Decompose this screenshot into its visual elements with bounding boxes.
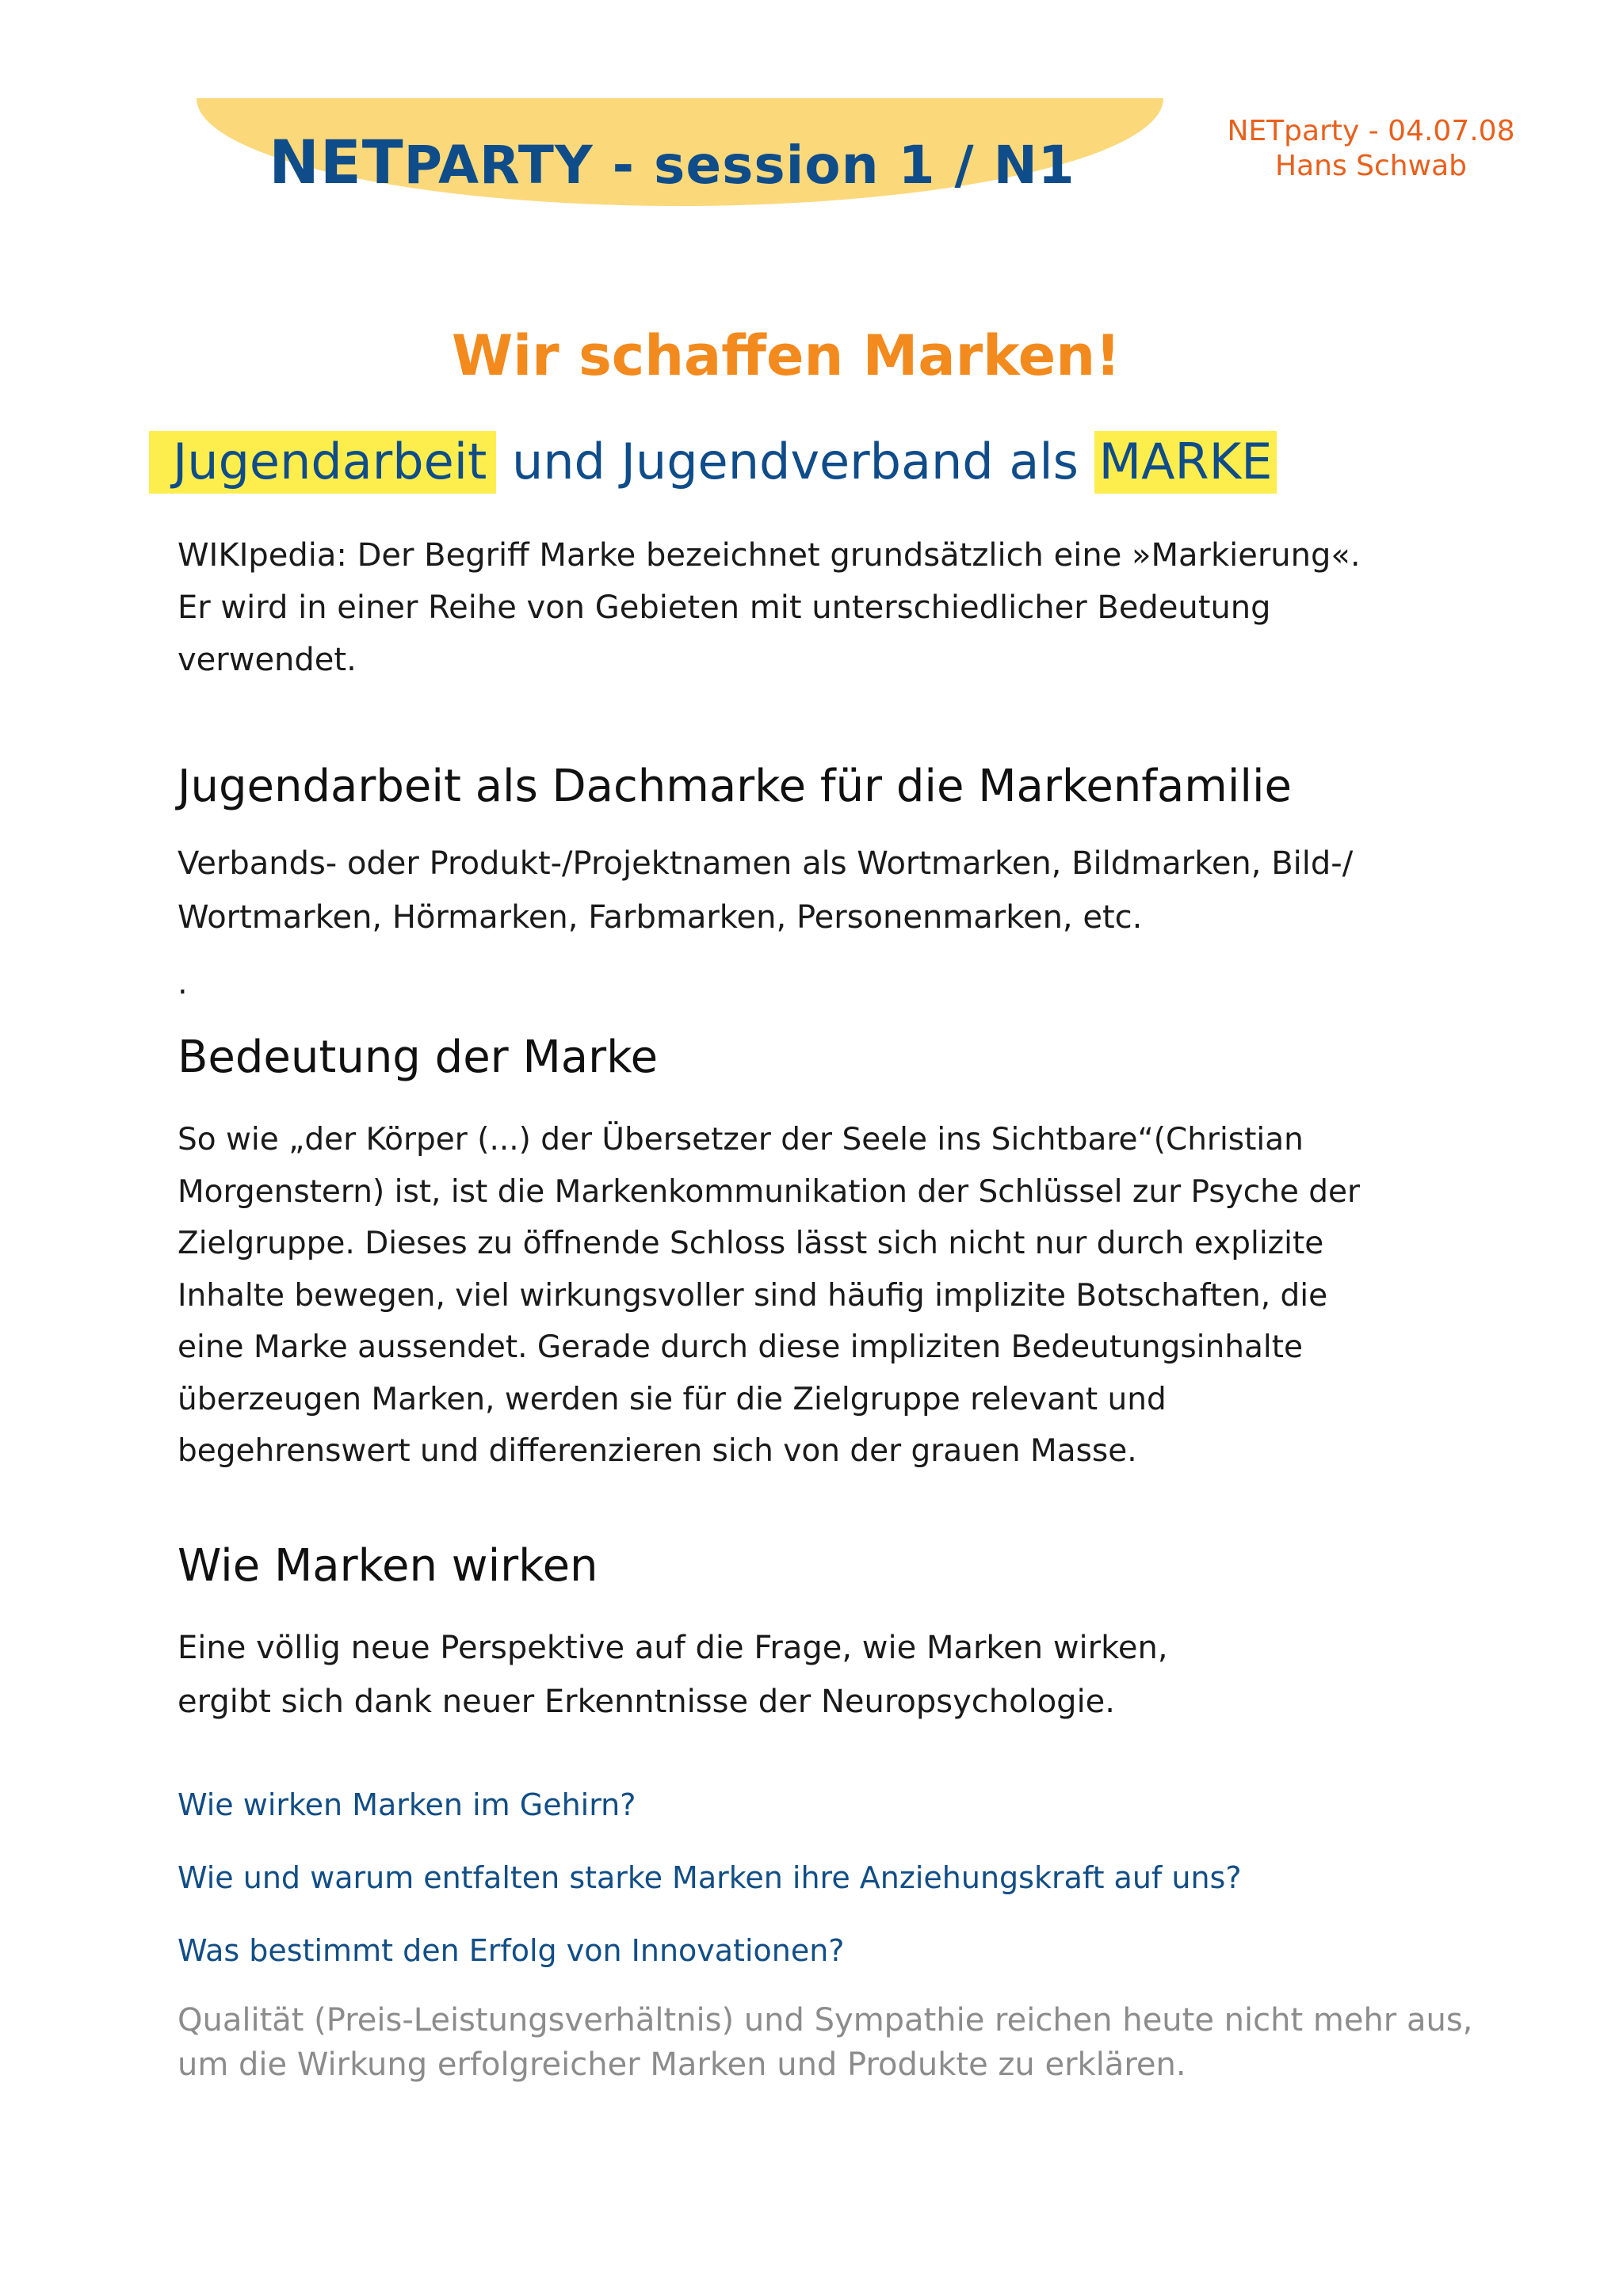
subhead-middle: und Jugendverband als xyxy=(496,433,1094,490)
closing-line: um die Wirkung erfolgreicher Marken und Produkte zu erklären. xyxy=(178,2046,1186,2083)
question-item: Was bestimmt den Erfolg von Innovationen? xyxy=(178,1933,845,1968)
paragraph-line: überzeugen Marken, werden sie für die Zielgruppe relevant und xyxy=(178,1381,1167,1417)
document-meta xyxy=(1205,114,1537,184)
meta-author: Hans Schwab xyxy=(1275,150,1467,182)
paragraph-line: Morgenstern) ist, ist die Markenkommunikation der Schlüssel zur Psyche der xyxy=(178,1173,1361,1210)
page-title xyxy=(197,127,1148,197)
question-item: Wie und warum entfalten starke Marken ihre Anziehungskraft auf uns? xyxy=(178,1860,1242,1895)
section-dachmarke-text xyxy=(178,837,1445,944)
section-heading-wirken: Wie Marken wirken xyxy=(178,1540,598,1592)
headline: Wir schaffen Marken! xyxy=(451,323,1121,388)
paragraph-line: Wortmarken, Hörmarken, Farbmarken, Personenmarken, etc. xyxy=(178,899,1143,936)
closing-line: Qualität (Preis-Leistungsverhältnis) und Sympathie reichen heute nicht mehr aus, xyxy=(178,2002,1473,2039)
section-heading-dachmarke: Jugendarbeit als Dachmarke für die Markenfamilie xyxy=(178,761,1292,812)
paragraph-line: eine Marke aussendet. Gerade durch diese impliziten Bedeutungsinhalte xyxy=(178,1329,1303,1365)
paragraph-line: ergibt sich dank neuer Erkenntnisse der Neuropsychologie. xyxy=(178,1684,1116,1720)
intro-line: WIKIpedia: Der Begriff Marke bezeichnet grundsätzlich eine »Markierung«. xyxy=(178,537,1361,574)
subhead-highlight-1: Jugendarbeit xyxy=(149,431,496,494)
section-heading-bedeutung: Bedeutung der Marke xyxy=(178,1032,659,1083)
page-title-rest: PARTY - session 1 / N1 xyxy=(403,135,1075,196)
paragraph-line: Inhalte bewegen, viel wirkungsvoller sind häufig implizite Botschaften, die xyxy=(178,1277,1328,1314)
paragraph-line: begehrenswert und differenzieren sich von der grauen Masse. xyxy=(178,1433,1137,1469)
subheadline xyxy=(149,433,1277,490)
subhead-highlight-2: MARKE xyxy=(1094,431,1277,494)
paragraph-line: Zielgruppe. Dieses zu öffnende Schloss lässt sich nicht nur durch explizite xyxy=(178,1226,1324,1261)
intro-line: verwendet. xyxy=(178,642,357,678)
section-wirken-text xyxy=(178,1621,1445,1729)
separator-dot: . xyxy=(178,965,188,1001)
intro-line: Er wird in einer Reihe von Gebieten mit unterschiedlicher Bedeutung xyxy=(178,589,1271,626)
page-title-net: NET xyxy=(269,127,404,197)
section-bedeutung-text xyxy=(178,1114,1445,1478)
question-item: Wie wirken Marken im Gehirn? xyxy=(178,1787,636,1822)
intro-paragraph xyxy=(178,529,1445,686)
meta-date: NETparty - 04.07.08 xyxy=(1227,115,1515,147)
paragraph-line: So wie „der Körper (...) der Übersetzer der Seele ins Sichtbare“(Christian xyxy=(178,1122,1304,1158)
paragraph-line: Verbands- oder Produkt-/Projektnamen als Wortmarken, Bildmarken, Bild-/ xyxy=(178,845,1354,882)
closing-paragraph xyxy=(178,1998,1525,2087)
paragraph-line: Eine völlig neue Perspektive auf die Frage, wie Marken wirken, xyxy=(178,1630,1168,1666)
